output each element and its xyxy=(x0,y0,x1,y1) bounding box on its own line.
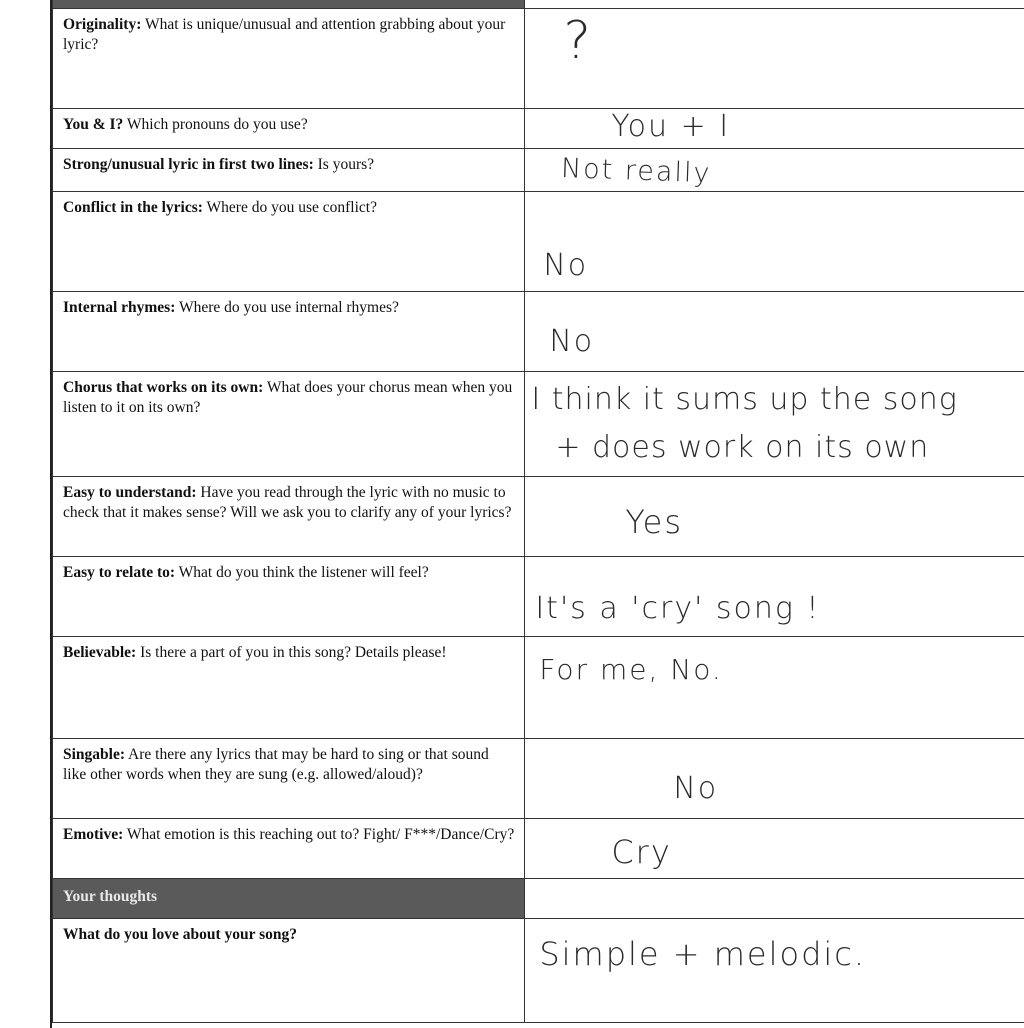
row-you-and-i xyxy=(53,109,1024,149)
question-cell xyxy=(53,372,525,477)
answer-handwriting: ? xyxy=(563,11,593,71)
top-header-answer-cell xyxy=(525,0,1024,9)
answer-cell[interactable] xyxy=(525,637,1024,739)
answer-cell[interactable] xyxy=(525,739,1024,819)
row-easy-to-relate xyxy=(53,557,1024,637)
question-label: Internal rhymes: xyxy=(63,299,175,316)
question-label: Originality: xyxy=(63,16,141,33)
question-cell xyxy=(53,557,525,637)
question-label: Strong/unusual lyric in first two lines: xyxy=(63,156,314,173)
question-text: Is yours? xyxy=(314,156,374,173)
top-header-cell xyxy=(53,0,525,9)
question-text: Is there a part of you in this song? Details please! xyxy=(136,644,446,661)
question-text: What does your chorus mean when you listen to it on its own? xyxy=(63,379,512,416)
row-conflict xyxy=(53,192,1024,292)
answer-handwriting-line2: + does work on its own xyxy=(555,430,929,465)
answer-handwriting: Cry xyxy=(611,833,671,871)
answer-cell[interactable] xyxy=(525,372,1024,477)
answer-handwriting: No xyxy=(543,248,588,283)
row-emotive xyxy=(53,819,1024,879)
section-header-your-thoughts xyxy=(53,879,1024,919)
answer-cell[interactable] xyxy=(525,9,1024,109)
question-cell xyxy=(53,149,525,192)
question-cell xyxy=(53,739,525,819)
row-love-about-song xyxy=(53,919,1024,1023)
answer-handwriting: Not really xyxy=(561,153,713,189)
answer-cell[interactable] xyxy=(525,819,1024,879)
question-text: What is unique/unusual and attention grabbing about your lyric? xyxy=(63,16,505,53)
row-originality xyxy=(53,9,1024,109)
row-believable xyxy=(53,637,1024,739)
question-cell xyxy=(53,819,525,879)
question-label: Conflict in the lyrics: xyxy=(63,199,203,216)
question-cell xyxy=(53,637,525,739)
answer-handwriting: Yes xyxy=(625,503,683,541)
question-label: Easy to understand: xyxy=(63,484,197,501)
row-chorus xyxy=(53,372,1024,477)
answer-handwriting: No xyxy=(549,324,594,359)
answer-handwriting: For me, No. xyxy=(539,653,722,686)
question-label: Easy to relate to: xyxy=(63,564,175,581)
question-text: Have you read through the lyric with no music to check that it makes sense? Will we ask you to clarify any of your lyrics? xyxy=(63,484,511,521)
question-text: Are there any lyrics that may be hard to sing or that sound like other words when they are sung (e.g. allowed/aloud)? xyxy=(63,746,489,783)
answer-cell[interactable] xyxy=(525,292,1024,372)
answer-handwriting: It's a 'cry' song ! xyxy=(535,591,820,626)
question-label: Emotive: xyxy=(63,826,123,843)
question-label: Believable: xyxy=(63,644,136,661)
answer-handwriting: You + I xyxy=(611,109,730,144)
answer-handwriting-line1: I think it sums up the song xyxy=(531,382,957,417)
question-text: Where do you use conflict? xyxy=(203,199,377,216)
section-title: Your thoughts xyxy=(53,879,525,919)
question-cell xyxy=(53,292,525,372)
form-sheet xyxy=(50,0,1024,1028)
row-easy-to-understand xyxy=(53,477,1024,557)
question-cell xyxy=(53,9,525,109)
question-text: Where do you use internal rhymes? xyxy=(175,299,399,316)
question-label: What do you love about your song? xyxy=(63,926,297,943)
answer-cell[interactable] xyxy=(525,557,1024,637)
answer-cell[interactable] xyxy=(525,149,1024,192)
row-singable xyxy=(53,739,1024,819)
row-internal-rhymes xyxy=(53,292,1024,372)
question-text: What do you think the listener will feel? xyxy=(175,564,429,581)
question-cell xyxy=(53,477,525,557)
question-cell xyxy=(53,192,525,292)
answer-cell[interactable] xyxy=(525,477,1024,557)
question-cell xyxy=(53,109,525,149)
question-label: Singable: xyxy=(63,746,125,763)
answer-handwriting: No xyxy=(673,771,718,806)
answer-handwriting: Simple + melodic. xyxy=(539,935,866,973)
question-label: Chorus that works on its own: xyxy=(63,379,263,396)
answer-cell[interactable] xyxy=(525,109,1024,149)
top-header-row xyxy=(53,0,1024,9)
question-label: You & I? xyxy=(63,116,123,133)
answer-cell[interactable] xyxy=(525,919,1024,1023)
section-answer-cell xyxy=(525,879,1024,919)
question-text: What emotion is this reaching out to? Fight/ F***/Dance/Cry? xyxy=(123,826,514,843)
question-cell xyxy=(53,919,525,1023)
lyric-checklist-table xyxy=(52,0,1024,1023)
row-strong-lyric xyxy=(53,149,1024,192)
question-text: Which pronouns do you use? xyxy=(123,116,307,133)
answer-cell[interactable] xyxy=(525,192,1024,292)
